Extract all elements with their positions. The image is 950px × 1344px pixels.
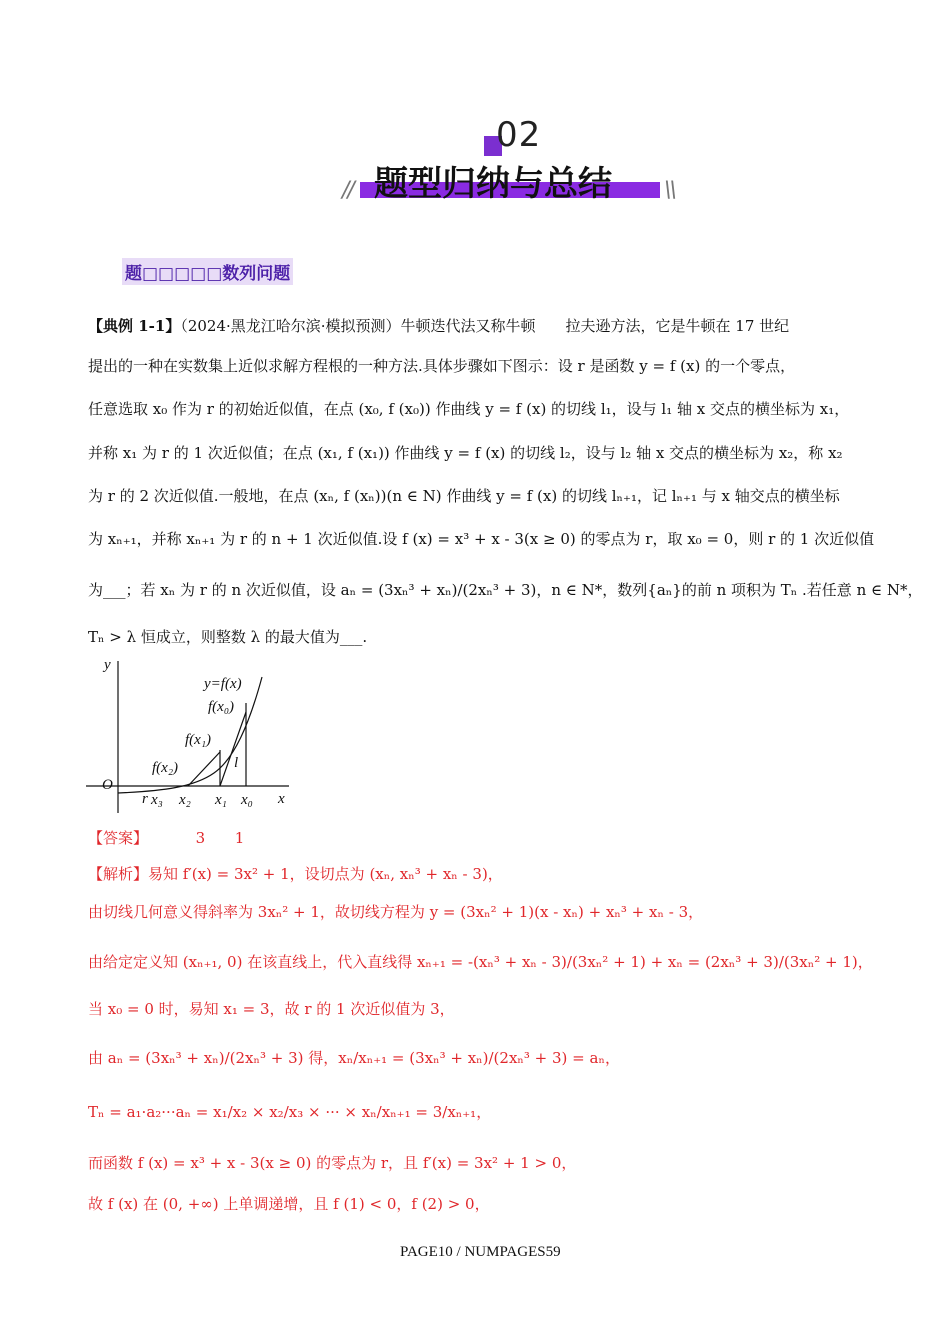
label-x0: x₀	[241, 792, 253, 808]
decor-slash-left: //	[342, 178, 353, 203]
decor-slash-right: \\	[664, 178, 675, 203]
answer-value-1: 3	[195, 829, 206, 847]
solution-line-3: 由给定定义知 (xₙ₊₁, 0) 在该直线上，代入直线得 xₙ₊₁ = -(xₙ³ + xₙ - 3)/(3xₙ² + 1) + xₙ = (2xₙ³ + 3)/(3xₙ² + 1)，	[88, 953, 873, 971]
answer-label: 【答案】	[88, 829, 149, 847]
page-footer: PAGE10 / NUMPAGES59	[400, 1244, 561, 1260]
label-y: y	[104, 657, 111, 673]
solution-line-6: Tₙ = a₁·a₂···aₙ = x₁/x₂ × x₂/x₃ × ··· × xₙ/xₙ₊₁ = 3/xₙ₊₁，	[88, 1103, 492, 1121]
solution-line-5: 由 aₙ = (3xₙ³ + xₙ)/(2xₙ³ + 3) 得，xₙ/xₙ₊₁ = (3xₙ³ + xₙ)/(2xₙ³ + 3) = aₙ，	[88, 1049, 620, 1067]
label-x1: x₁	[215, 792, 227, 808]
tangent-line-0	[220, 712, 246, 786]
solution-label: 【解析】	[88, 865, 149, 883]
label-origin: O	[102, 777, 113, 793]
label-r: r	[142, 791, 148, 807]
problem-line-7: 为___；若 xₙ 为 r 的 n 次近似值，设 aₙ = (3xₙ³ + xₙ)/(2xₙ³ + 3)，n ∈ N*，数列{aₙ}的前 n 项积为 Tₙ .若任意 n ∈ N*，	[88, 581, 923, 599]
label-fx2: f(x₂)	[152, 760, 179, 776]
problem-line-3: 任意选取 x₀ 作为 r 的初始近似值，在点 (x₀, f (x₀)) 作曲线 y = f (x) 的切线 l₁，设与 l₁ 轴 x 交点的横坐标为 x₁，	[88, 400, 850, 418]
label-fx0: f(x₀)	[208, 699, 235, 715]
section-number: 02	[496, 115, 542, 155]
solution-line-7: 而函数 f (x) = x³ + x - 3(x ≥ 0) 的零点为 r，且 f′(x) = 3x² + 1 > 0，	[88, 1154, 577, 1172]
problem-line-4: 并称 x₁ 为 r 的 1 次近似值；在点 (x₁, f (x₁)) 作曲线 y = f (x) 的切线 l₂，设与 l₂ 轴 x 交点的横坐标为 x₂，称 x₂	[88, 444, 843, 462]
label-fx1: f(x₁)	[185, 732, 212, 748]
label-x: x	[278, 791, 285, 807]
problem-line-2: 提出的一种在实数集上近似求解方程根的一种方法.具体步骤如下图示：设 r 是函数 y = f (x) 的一个零点，	[88, 357, 796, 375]
problem-line-5: 为 r 的 2 次近似值.一般地，在点 (xₙ, f (xₙ))(n ∈ N) 作曲线 y = f (x) 的切线 lₙ₊₁，记 lₙ₊₁ 与 x 轴交点的横坐标	[88, 487, 840, 505]
problem-line-8: Tₙ > λ 恒成立，则整数 λ 的最大值为___.	[88, 628, 368, 646]
solution-line-4: 当 x₀ = 0 时，易知 x₁ = 3，故 r 的 1 次近似值为 3，	[88, 1000, 455, 1018]
problem-line-6: 为 xₙ₊₁，并称 xₙ₊₁ 为 r 的 n + 1 次近似值.设 f (x) = x³ + x - 3(x ≥ 0) 的零点为 r，取 x₀ = 0，则 r 的 1 次近似值	[88, 530, 875, 548]
problem-text: （2024·黑龙江哈尔滨·模拟预测）牛顿迭代法又称牛顿 拉夫逊方法，它是牛顿在 17 世纪	[180, 317, 790, 335]
section-heading: 题□□□□□数列问题	[122, 258, 293, 285]
tangent-line-1	[188, 752, 220, 786]
solution-text-1: 易知 f′(x) = 3x² + 1，设切点为 (xₙ, xₙ³ + xₙ - 3)，	[148, 865, 503, 883]
label-x2: x₂	[179, 792, 191, 808]
label-x3: x₃	[151, 792, 163, 808]
answer-value-2: 1	[234, 829, 245, 847]
solution-line-1	[88, 864, 503, 884]
label-curve: y=f(x)	[204, 676, 242, 692]
problem-label: 【典例 1-1】	[88, 317, 181, 335]
answer-line	[88, 828, 244, 848]
page-title: 题型归纳与总结	[374, 164, 612, 204]
solution-line-8: 故 f (x) 在 (0, +∞) 上单调递增，且 f (1) < 0，f (2) > 0，	[88, 1195, 490, 1213]
solution-line-2: 由切线几何意义得斜率为 3xₙ² + 1，故切线方程为 y = (3xₙ² + 1)(x - xₙ) + xₙ³ + xₙ - 3，	[88, 903, 704, 921]
label-l: l	[234, 755, 239, 771]
problem-line-1	[88, 316, 789, 336]
newton-method-figure	[84, 655, 294, 815]
